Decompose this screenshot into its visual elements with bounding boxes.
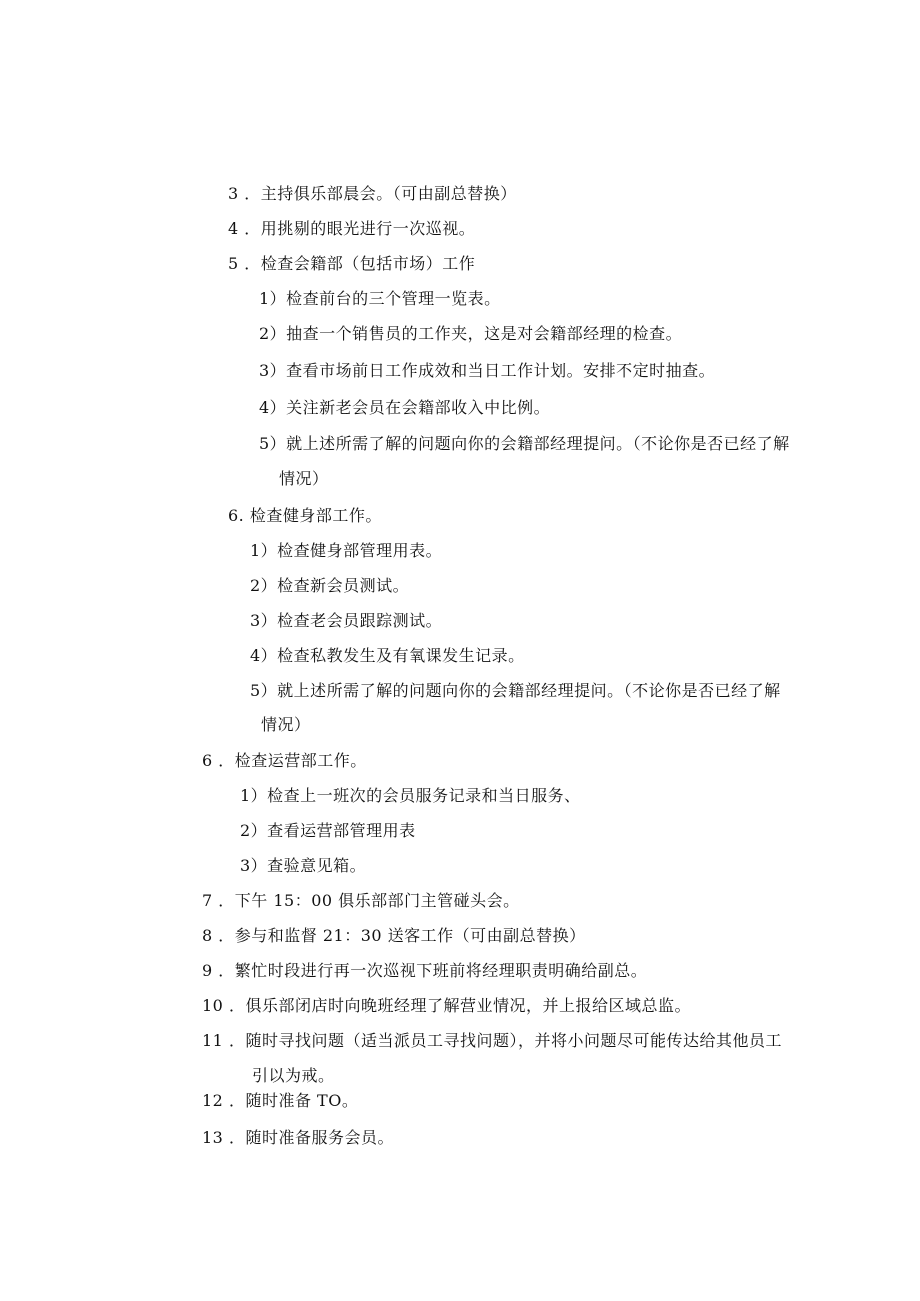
list-item: 12 ．随时准备 TO。 [202,1091,359,1110]
list-item: 6. 检查健身部工作。 [228,506,382,525]
sub-list-item: 2）检查新会员测试。 [250,576,410,595]
list-item: 4 ．用挑剔的眼光进行一次巡视。 [228,219,476,238]
sub-list-item: 3）查验意见箱。 [240,856,367,875]
sub-list-item: 4）检查私教发生及有氧课发生记录。 [250,646,525,665]
sub-list-item-continuation: 情况） [261,715,311,734]
sub-list-item: 3）查看市场前日工作成效和当日工作计划。安排不定时抽查。 [259,361,716,380]
sub-list-item: 4）关注新老会员在会籍部收入中比例。 [259,398,551,417]
list-item: 9 ．繁忙时段进行再一次巡视下班前将经理职责明确给副总。 [202,961,648,980]
sub-list-item: 2）查看运营部管理用表 [240,821,416,840]
sub-list-item: 1）检查上一班次的会员服务记录和当日服务、 [240,786,581,805]
list-item: 5 ．检查会籍部（包括市场）工作 [228,254,476,273]
sub-list-item: 3）检查老会员跟踪测试。 [250,611,443,630]
list-item: 7 ．下午 15：00 俱乐部部门主管碰头会。 [202,891,520,910]
list-item: 11 ．随时寻找问题（适当派员工寻找问题），并将小问题尽可能传达给其他员工 [202,1031,782,1050]
sub-list-item: 5）就上述所需了解的问题向你的会籍部经理提问。（不论你是否已经了解 [250,681,781,700]
list-item-continuation: 引以为戒。 [252,1066,335,1085]
sub-list-item: 1）检查前台的三个管理一览表。 [259,289,501,308]
sub-list-item: 5）就上述所需了解的问题向你的会籍部经理提问。（不论你是否已经了解 [259,434,790,453]
sub-list-item: 1）检查健身部管理用表。 [250,541,443,560]
list-item: 10 ．俱乐部闭店时向晚班经理了解营业情况，并上报给区域总监。 [202,996,691,1015]
list-item: 8 ．参与和监督 21：30 送客工作（可由副总替换） [202,926,586,945]
list-item: 13 ．随时准备服务会员。 [202,1128,394,1147]
list-item: 3 ．主持俱乐部晨会。（可由副总替换） [228,184,517,203]
sub-list-item-continuation: 情况） [279,469,329,488]
list-item: 6 ．检查运营部工作。 [202,751,367,770]
sub-list-item: 2）抽查一个销售员的工作夹，这是对会籍部经理的检查。 [259,324,683,343]
